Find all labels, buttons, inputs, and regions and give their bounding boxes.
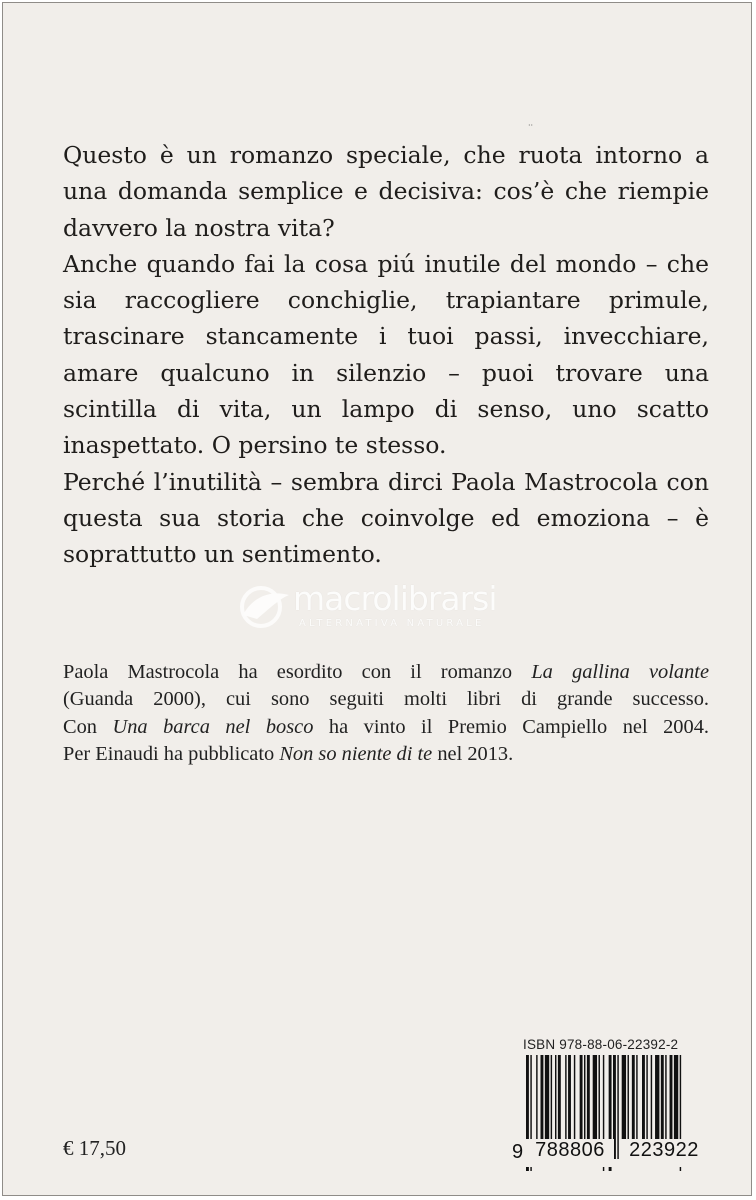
book-title: La gallina volante xyxy=(531,661,709,683)
book-title: Una barca nel bosco xyxy=(112,715,314,738)
author-bio xyxy=(63,659,709,769)
bio-text: Con xyxy=(63,715,113,738)
blurb-text xyxy=(63,137,709,573)
bio-line xyxy=(63,741,709,768)
bio-line: (Guanda 2000), cui sono seguiti molti libri di grande successo. xyxy=(63,688,709,711)
macrolibrarsi-watermark xyxy=(235,579,535,639)
barcode-digit-first: 9 xyxy=(512,1141,524,1163)
bio-text: Per Einaudi ha pubblicato xyxy=(63,743,280,766)
leaf-logo-icon xyxy=(235,585,291,629)
blurb-paragraph: Anche quando fai la cosa piú inutile del mondo – che sia raccogliere conchiglie, trapiantare primule, trascinare stancamente i tuoi passi, invecchiare, amare qualcuno in silenzio – puoi trovare una scintilla di vita, un lampo di senso, uno scatto inaspettato. O persino te stesso. xyxy=(63,249,709,460)
blurb-paragraph: Questo è un romanzo speciale, che ruota intorno a una domanda semplice e decisiva: cos’è che riempie davvero la nostra vita? xyxy=(63,141,709,242)
bio-line xyxy=(63,714,709,741)
barcode-digit-group: 788806 xyxy=(526,1139,614,1167)
book-back-cover xyxy=(2,2,752,1196)
bio-text: nel 2013. xyxy=(432,743,514,766)
barcode-digits xyxy=(512,1139,716,1167)
watermark-name: macrolibrarsi xyxy=(293,579,497,618)
print-specks: ·· xyxy=(528,121,534,130)
bio-text: Paola Mastrocola ha esordito con il romanzo xyxy=(63,661,532,683)
watermark-tagline: ALTERNATIVA NATURALE xyxy=(299,618,485,629)
isbn-label: ISBN 978-88-06-22392-2 xyxy=(523,1037,679,1052)
price: € 17,50 xyxy=(63,1136,126,1160)
book-title: Non so niente di te xyxy=(279,743,433,766)
blurb-paragraph: Perché l’inutilità – sembra dirci Paola Mastrocola con questa sua storia che coinvolge ed emoziona – è soprattutto un sentimento. xyxy=(63,467,709,569)
bio-line xyxy=(63,659,709,686)
barcode-digit-group: 223922 xyxy=(620,1139,708,1167)
bio-text: ha vinto il Premio Campiello nel 2004. xyxy=(313,715,709,738)
